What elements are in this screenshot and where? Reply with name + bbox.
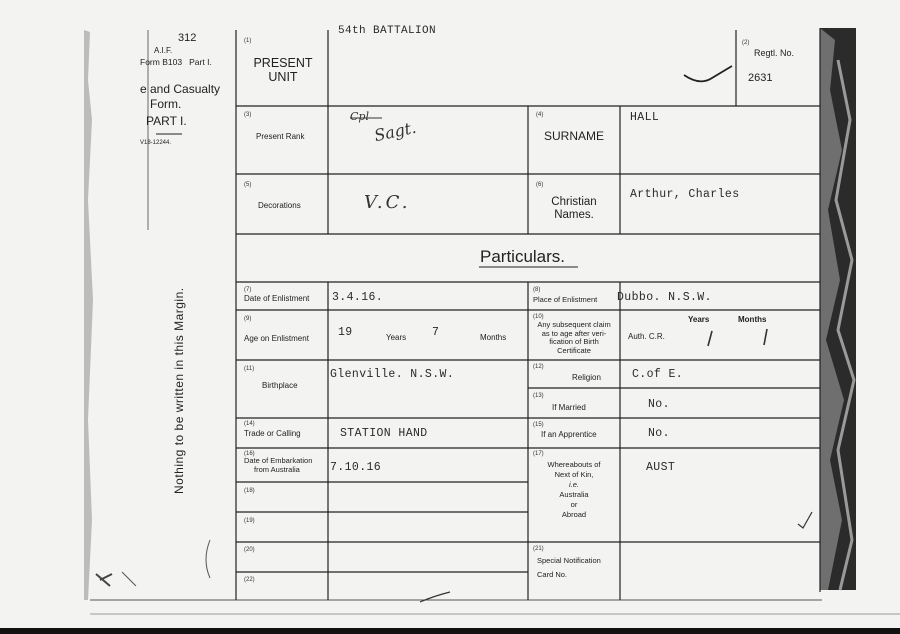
field-number: (10) [533,314,544,320]
trade-label: Trade or Calling [244,429,301,438]
next-of-kin-label [528,460,620,520]
present-rank-label: Present Rank [256,132,305,141]
months-label: Months [480,333,507,342]
claim-label-line1: Any subsequent claim [537,320,611,329]
kin-label-line3: i.e. [568,480,579,489]
special-label-line2: Card No. [537,570,568,579]
christian-names-value: Arthur, Charles [630,188,740,201]
enlistment-date: 3.4.16. [332,291,384,304]
field-number: (22) [244,577,255,583]
form-reference: Form B103 Part I. [140,57,212,67]
embarkation-label [244,457,312,474]
stub-title-line1: e and Casualty [140,82,221,96]
field-number: (17) [533,451,544,457]
enlistment-place: Dubbo. N.S.W. [617,291,712,304]
claim-label-line4: Certificate [557,345,591,355]
field-number: (16) [244,451,255,457]
present-unit-label-line2: UNIT [268,70,298,84]
claim-label-line3: fication of Birth [549,337,599,346]
present-rank-value: Sagt. [372,117,418,146]
decorations-label: Decorations [258,201,301,210]
present-rank-struck: Cpl [350,110,369,123]
embark-label-line2: from Australia [254,464,300,474]
kin-label-line4: Australia [559,490,589,499]
particulars-title: Particulars. [480,247,566,266]
special-notification-label [537,554,601,582]
religion-label: Religion [572,373,601,382]
surname-label: SURNAME [543,129,604,143]
apprentice: No. [648,427,670,440]
kin-label-line6: Abroad [561,510,587,519]
trade: STATION HAND [340,427,428,440]
field-number: (8) [533,287,541,293]
field-number: (4) [536,112,544,118]
field-number: (20) [244,547,255,553]
married: No. [648,398,670,411]
field-number: (18) [244,488,255,494]
christian-names-label [530,196,618,222]
aif-label: A.I.F. [154,46,173,55]
stub-title-line2: Form. [150,97,182,111]
age-claim-label [528,321,620,355]
claim-label-line2: as to age after veri- [541,328,607,338]
apprentice-label: If an Apprentice [541,430,597,439]
special-label-line1: Special Notification [537,556,601,565]
months-column-label: Months [738,315,767,324]
enlistment-date-label: Date of Enlistment [244,294,310,303]
regtl-no-value: 2631 [748,72,773,84]
age-label: Age on Enlistment [244,334,309,343]
field-number: (14) [244,421,255,427]
years-column-label: Years [688,315,710,324]
age-years: 19 [338,326,353,339]
kin-label-line2: Next of Kin, [554,470,594,479]
auth-label: Auth. C.R. [628,332,665,341]
present-unit-label-line1: PRESENT [253,56,313,70]
embark-label-line1: Date of Embarkation [244,456,313,465]
field-number: (3) [244,112,252,118]
field-number: (5) [244,182,252,188]
field-number: (11) [244,366,255,372]
field-number: (1) [244,38,252,44]
decorations-value: V.C. [364,192,411,213]
enlistment-place-label: Place of Enlistment [533,295,598,304]
field-number: (13) [533,393,544,399]
christian-label-line1: Christian [551,196,597,208]
next-of-kin-value: AUST [646,461,676,474]
field-number: (12) [533,364,544,370]
field-number: (7) [244,287,252,293]
field-number: (21) [533,546,544,552]
surname-value: HALL [630,111,660,124]
married-label: If Married [552,403,586,412]
field-number: (6) [536,182,544,188]
field-number: (15) [533,422,544,428]
birthplace-label: Birthplace [262,381,298,390]
field-number: (9) [244,316,252,322]
field-number: (2) [742,40,750,46]
present-unit-value: 54th BATTALION [338,25,437,37]
margin-note: Nothing to be written in this Margin. [172,287,186,494]
form-number: 312 [178,32,197,44]
regtl-no-label: Regtl. No. [754,48,795,58]
kin-label-line1: Whereabouts of [547,460,601,469]
field-number: (19) [244,518,255,524]
print-code: V18-12244. [140,140,172,146]
birthplace: Glenville. N.S.W. [330,368,455,381]
years-label: Years [386,333,407,342]
kin-label-line5: or [570,500,578,509]
christian-label-line2: Names. [554,209,594,221]
religion: C.of E. [632,368,684,381]
age-months: 7 [432,326,440,339]
present-unit-label [240,56,326,84]
stub-part: PART I. [146,114,187,128]
embarkation-date: 7.10.16 [330,461,382,474]
